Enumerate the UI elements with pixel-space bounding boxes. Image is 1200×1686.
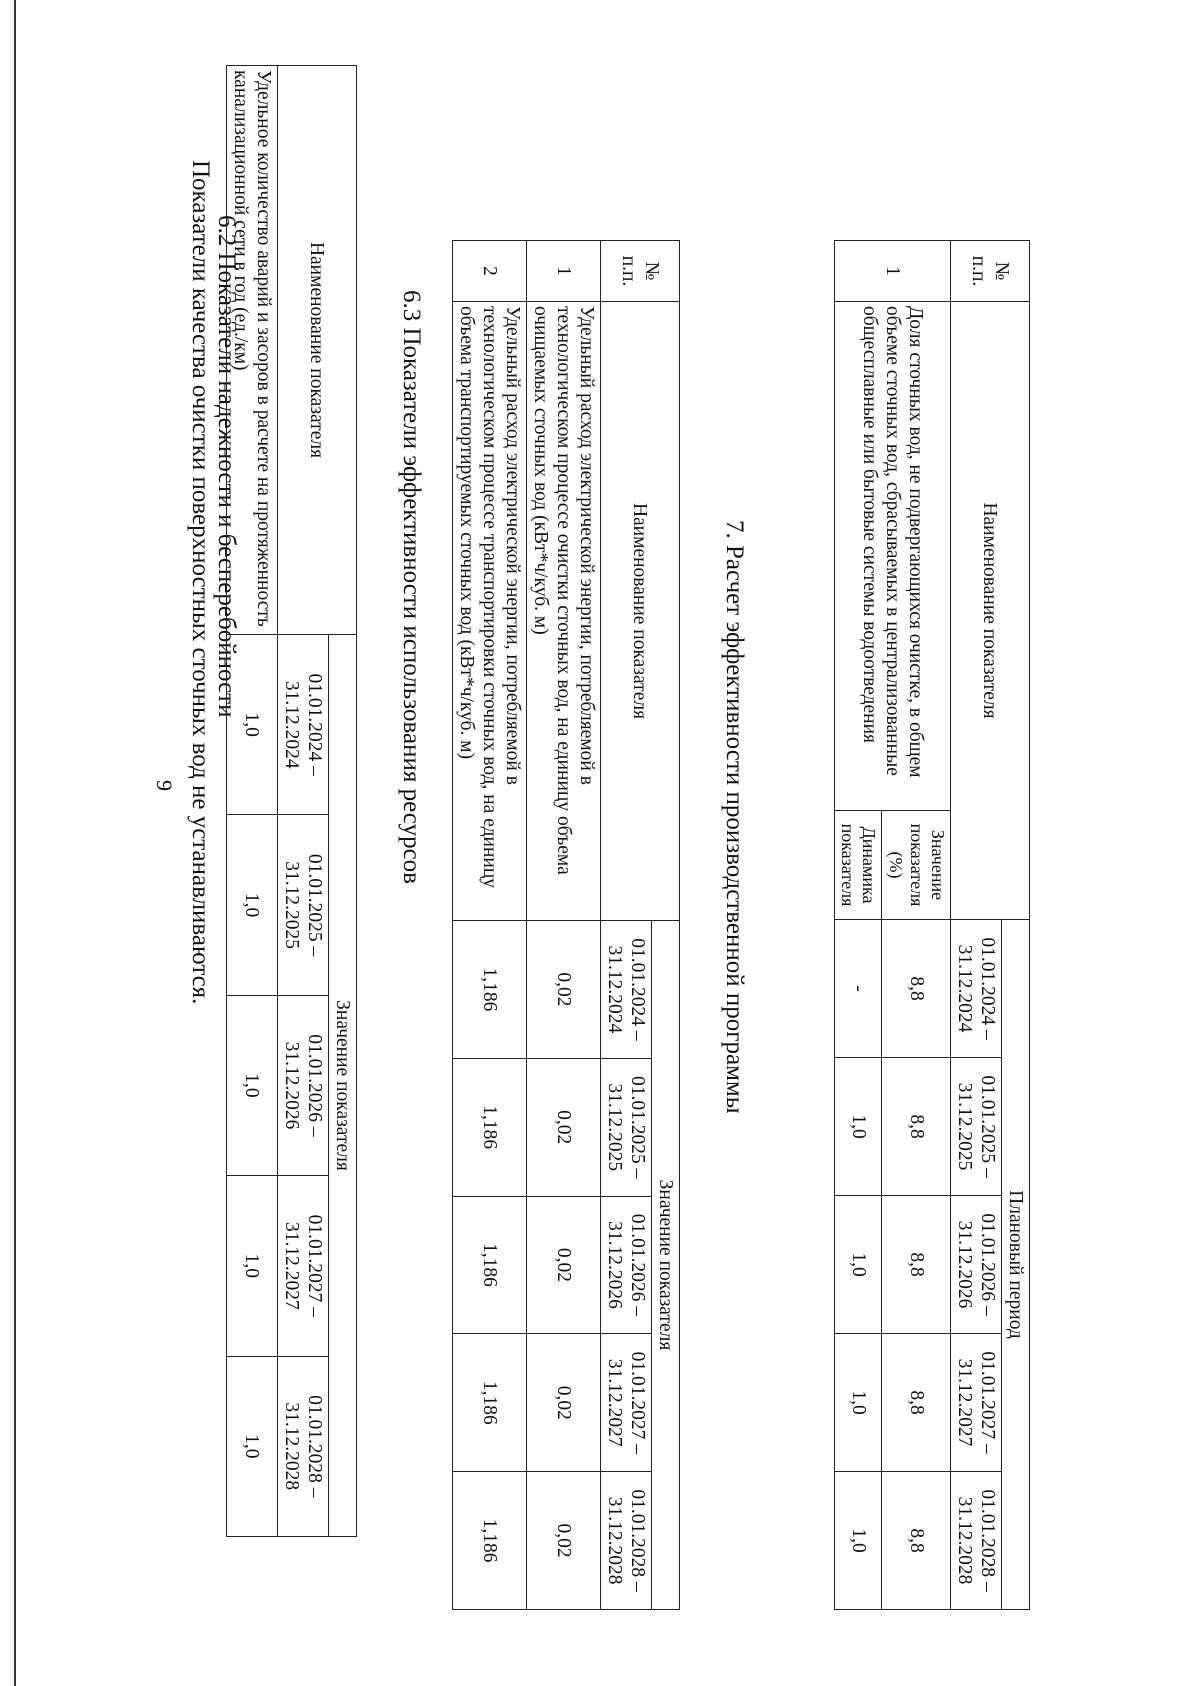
row-name: Доля сточных вод, не подвергающихся очистке, в общем объеме сточных вод, сбрасываемых в централизованные общесплавные или бытовые системы водоотведения bbox=[834, 302, 950, 811]
cell-value: 1,0 bbox=[227, 635, 278, 815]
cell-value: 0,02 bbox=[527, 1472, 601, 1610]
period-2024: 01.01.2024 – 31.12.2024 bbox=[278, 635, 329, 815]
cell-value: 0,02 bbox=[527, 1058, 601, 1196]
cell-value: 0,02 bbox=[527, 1196, 601, 1334]
row-num: 2 bbox=[453, 241, 527, 302]
period-2027: 01.01.2027 – 31.12.2027 bbox=[278, 1176, 329, 1356]
row-num: 1 bbox=[834, 241, 950, 302]
table-row bbox=[453, 241, 527, 1610]
period-2026: 01.01.2026 – 31.12.2026 bbox=[951, 1196, 1002, 1334]
sub-label-dynamics: Динамика показателя bbox=[834, 811, 881, 920]
intro-line: Показатели качества очистки поверхностных сточных вод не устанавливаются. bbox=[187, 160, 214, 1005]
cell-value: 1,0 bbox=[227, 1176, 278, 1356]
cell-value: 0,02 bbox=[527, 1334, 601, 1472]
program-efficiency-table bbox=[834, 240, 1030, 1610]
sub-label-value: Значение показателя (%) bbox=[882, 811, 951, 920]
header-name: Наименование показателя bbox=[951, 302, 1030, 920]
cell-value: 1,0 bbox=[834, 1196, 881, 1334]
period-2024: 01.01.2024 – 31.12.2024 bbox=[601, 921, 652, 1059]
period-2025: 01.01.2025 – 31.12.2025 bbox=[601, 1058, 652, 1196]
cell-value: - bbox=[834, 920, 881, 1058]
row-name: Удельное количество аварий и засоров в расчете на протяженность канализационной сети в год (ед./км) bbox=[227, 66, 278, 635]
cell-value: 8,8 bbox=[882, 920, 951, 1058]
resource-efficiency-table bbox=[452, 240, 680, 1610]
cell-value: 1,186 bbox=[453, 921, 527, 1059]
cell-value: 1,0 bbox=[227, 1356, 278, 1536]
table-row bbox=[882, 241, 951, 1610]
cell-value: 1,0 bbox=[834, 1472, 881, 1610]
cell-value: 1,186 bbox=[453, 1472, 527, 1610]
header-num: № п.п. bbox=[951, 241, 1030, 302]
cell-value: 1,186 bbox=[453, 1196, 527, 1334]
header-period: Плановый период bbox=[1002, 920, 1030, 1610]
cell-value: 8,8 bbox=[882, 1472, 951, 1610]
page-number: 9 bbox=[152, 780, 177, 791]
period-2028: 01.01.2028 – 31.12.2028 bbox=[278, 1356, 329, 1536]
cell-value: 8,8 bbox=[882, 1334, 951, 1472]
period-2028: 01.01.2028 – 31.12.2028 bbox=[601, 1472, 652, 1610]
period-2026: 01.01.2026 – 31.12.2026 bbox=[278, 995, 329, 1175]
row-name: Удельный расход электрической энергии, потребляемой в технологическом процессе очистки сточных вод, на единицу объема очищаемых сточных вод (кВт*ч/куб. м) bbox=[527, 302, 601, 921]
table-row bbox=[227, 66, 278, 1537]
period-2026: 01.01.2026 – 31.12.2026 bbox=[601, 1196, 652, 1334]
header-name: Наименование показателя bbox=[601, 302, 680, 921]
cell-value: 1,186 bbox=[453, 1334, 527, 1472]
cell-value: 1,0 bbox=[227, 815, 278, 995]
cell-value: 8,8 bbox=[882, 1196, 951, 1334]
row-num: 1 bbox=[527, 241, 601, 302]
section-7-heading: 7. Расчет эффективности производственной программы bbox=[721, 520, 748, 1114]
header-name: Наименование показателя bbox=[278, 66, 357, 635]
cell-value: 1,0 bbox=[834, 1334, 881, 1472]
cell-value: 1,0 bbox=[227, 995, 278, 1175]
header-values: Значение показателя bbox=[652, 921, 680, 1610]
reliability-table bbox=[226, 65, 357, 1537]
period-2024: 01.01.2024 – 31.12.2024 bbox=[951, 920, 1002, 1058]
cell-value: 8,8 bbox=[882, 1058, 951, 1196]
period-2025: 01.01.2025 – 31.12.2025 bbox=[278, 815, 329, 995]
period-2025: 01.01.2025 – 31.12.2025 bbox=[951, 1058, 1002, 1196]
cell-value: 1,0 bbox=[834, 1058, 881, 1196]
period-2028: 01.01.2028 – 31.12.2028 bbox=[951, 1472, 1002, 1610]
cell-value: 1,186 bbox=[453, 1058, 527, 1196]
period-2027: 01.01.2027 – 31.12.2027 bbox=[951, 1334, 1002, 1472]
section-6-2-heading: 6.2 Показатели надежности и бесперебойности bbox=[213, 215, 240, 718]
row-name: Удельный расход электрической энергии, потребляемой в технологическом процессе транспортировки сточных вод, на единицу объема транспортируемых сточных вод (кВт*ч/куб. м) bbox=[453, 302, 527, 921]
cell-value: 0,02 bbox=[527, 921, 601, 1059]
header-values: Значение показателя bbox=[329, 635, 357, 1537]
section-6-3-heading: 6.3 Показатели эффективности использования ресурсов bbox=[398, 290, 425, 884]
period-2027: 01.01.2027 – 31.12.2027 bbox=[601, 1334, 652, 1472]
header-num: № п.п. bbox=[601, 241, 680, 302]
table-row bbox=[527, 241, 601, 1610]
